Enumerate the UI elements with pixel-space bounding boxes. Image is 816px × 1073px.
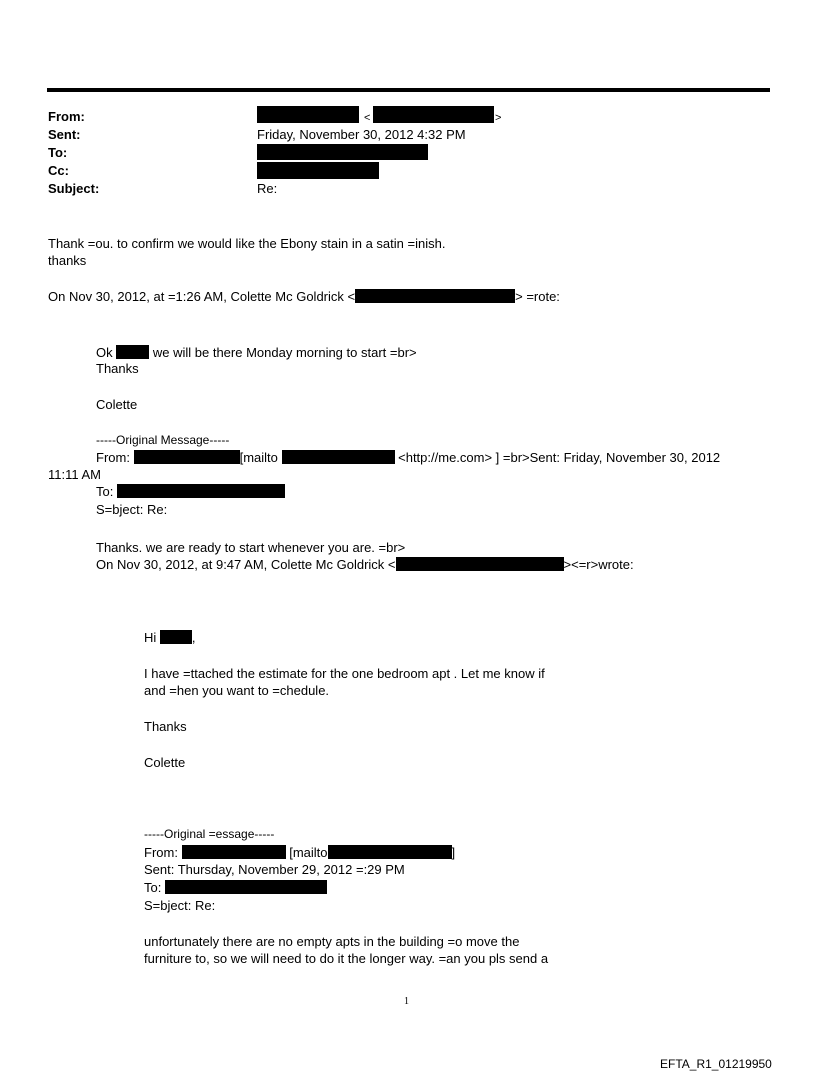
- from-gt: >: [495, 112, 502, 124]
- reply1-time-wrap: 11:11 AM: [48, 467, 101, 482]
- redaction-name: [134, 450, 240, 464]
- reply3-from-label: From:: [144, 845, 178, 860]
- redaction-from-name: [257, 106, 359, 123]
- redaction-from-email: [373, 106, 494, 123]
- redaction-email: [355, 289, 515, 303]
- reply3-from-line: [144, 845, 455, 861]
- reply3-to-label: To:: [144, 880, 162, 895]
- redaction-name: [160, 630, 192, 644]
- sent-label: Sent:: [48, 127, 81, 142]
- document-id: EFTA_R1_01219950: [660, 1057, 772, 1071]
- reply3-hi: Hi: [144, 630, 157, 645]
- reply1-signature: Colette: [96, 397, 138, 412]
- reply1-from-tail: <http://me.com> ] =br>Sent: Friday, November 30, 2012: [398, 450, 721, 465]
- reply3-hi-line: [144, 630, 196, 646]
- reply3-subject: S=bject: Re:: [144, 898, 216, 913]
- sent-value: Friday, November 30, 2012 4:32 PM: [257, 127, 466, 142]
- reply2-quote-line: [96, 557, 634, 573]
- reply1-mailto: [mailto: [239, 450, 278, 465]
- reply3-body-2: and =hen you want to =chedule.: [144, 683, 330, 698]
- to-label: To:: [48, 145, 68, 160]
- subject-value: Re:: [257, 181, 278, 196]
- reply3-sent: Sent: Thursday, November 29, 2012 =:29 PM: [144, 862, 405, 877]
- redaction-name: [116, 345, 149, 359]
- reply3-tail-2: furniture to, so we will need to do it the longer way. =an you pls send a: [144, 951, 549, 966]
- redaction-email: [282, 450, 395, 464]
- from-lt: <: [364, 112, 371, 124]
- reply2-line-1: Thanks. we are ready to start whenever you are. =br>: [96, 540, 406, 555]
- reply1-thanks: Thanks: [96, 361, 139, 376]
- body-line-1: Thank =ou. to confirm we would like the Ebony stain in a satin =inish.: [48, 236, 446, 251]
- reply1-from-line: [96, 450, 720, 466]
- redaction-name: [182, 845, 286, 859]
- header-rule: [47, 88, 770, 92]
- reply3-close-bracket: ]: [451, 845, 456, 860]
- reply3-mailto: [mailto: [289, 845, 328, 860]
- reply2-quote-pre: On Nov 30, 2012, at 9:47 AM, Colette Mc Goldrick <: [96, 557, 396, 572]
- reply1-subject: S=bject: Re:: [96, 502, 168, 517]
- body-line-2: thanks: [48, 253, 87, 268]
- quote-line-1-pre: On Nov 30, 2012, at =1:26 AM, Colette Mc Goldrick <: [48, 289, 356, 304]
- quote-line-1: [48, 289, 560, 305]
- reply1-ok-pre: Ok: [96, 345, 113, 360]
- reply1-ok-line: [96, 345, 417, 361]
- reply1-ok-post: we will be there Monday morning to start =br>: [152, 345, 417, 360]
- redaction-email: [396, 557, 564, 571]
- subject-label: Subject:: [48, 181, 100, 196]
- redaction-email: [328, 845, 452, 859]
- from-label: From:: [48, 109, 85, 124]
- reply2-quote-post: ><=r>wrote:: [563, 557, 634, 572]
- reply3-hi-comma: ,: [191, 630, 196, 645]
- quote-line-1-post: > =rote:: [515, 289, 560, 304]
- reply3-body-1: I have =ttached the estimate for the one bedroom apt . Let me know if: [144, 666, 545, 681]
- redaction-to: [117, 484, 285, 498]
- reply1-to-line: [96, 484, 285, 500]
- redaction-to: [257, 144, 428, 160]
- reply3-signature: Colette: [144, 755, 186, 770]
- reply3-original-header: -----Original =essage-----: [144, 827, 275, 841]
- page-number: 1: [404, 996, 409, 1007]
- reply3-to-line: [144, 880, 327, 896]
- reply3-tail-1: unfortunately there are no empty apts in the building =o move the: [144, 934, 520, 949]
- reply1-original-header: -----Original Message-----: [96, 433, 230, 447]
- redaction-cc: [257, 162, 379, 179]
- reply1-from-label: From:: [96, 450, 130, 465]
- redaction-to: [165, 880, 327, 894]
- reply3-thanks: Thanks: [144, 719, 187, 734]
- cc-label: Cc:: [48, 163, 69, 178]
- reply1-to-label: To:: [96, 484, 114, 499]
